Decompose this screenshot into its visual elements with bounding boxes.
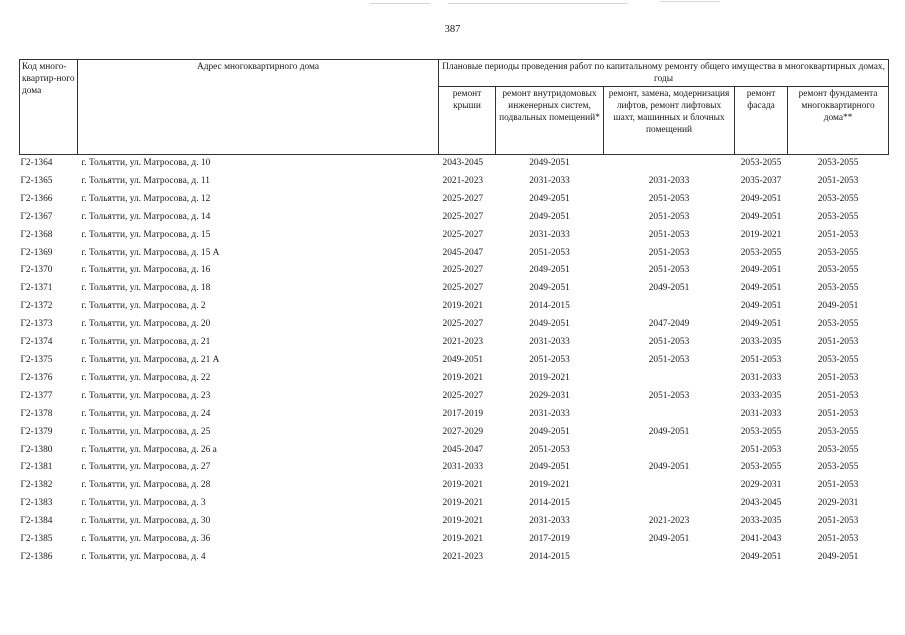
cell-roof: 2025-2027 — [442, 193, 484, 204]
cell-roof: 2025-2027 — [442, 211, 484, 222]
cell-elevators: 2021-2023 — [648, 516, 690, 527]
cell-code: Г2-1376 — [20, 372, 53, 383]
page-number: 387 — [444, 24, 461, 35]
cell-roof: 2017-2019 — [442, 408, 484, 419]
table-row — [20, 280, 889, 298]
table-row — [20, 424, 889, 442]
cell-code: Г2-1385 — [20, 534, 53, 545]
cell-address: г. Тольятти, ул. Матросова, д. 30 — [81, 516, 211, 527]
cell-foundation: 2053-2055 — [817, 193, 859, 204]
cell-foundation: 2053-2055 — [817, 354, 859, 365]
cell-roof: 2043-2045 — [442, 158, 484, 168]
cell-facade: 2053-2055 — [740, 462, 782, 473]
cell-code: Г2-1374 — [20, 337, 53, 348]
cell-code: Г2-1365 — [20, 175, 53, 186]
cell-code: Г2-1379 — [20, 426, 53, 437]
cell-elevators — [604, 495, 735, 513]
cell-address: г. Тольятти, ул. Матросова, д. 2 — [81, 301, 206, 312]
cell-foundation: 2051-2053 — [817, 337, 859, 348]
table-row — [20, 459, 889, 477]
cell-facade: 2049-2051 — [740, 301, 782, 312]
cell-systems: 2014-2015 — [529, 498, 570, 509]
cell-foundation: 2051-2053 — [817, 516, 859, 527]
table-row — [20, 513, 889, 531]
table-row — [20, 173, 889, 191]
cell-roof: 2025-2027 — [442, 265, 484, 276]
cell-facade: 2051-2053 — [740, 354, 782, 365]
cell-address: г. Тольятти, ул. Матросова, д. 25 — [81, 426, 211, 437]
cell-elevators: 2051-2053 — [648, 337, 690, 348]
cell-code: Г2-1369 — [20, 247, 53, 258]
cell-roof: 2045-2047 — [442, 444, 484, 455]
cell-facade: 2049-2051 — [740, 283, 782, 294]
cell-elevators: 2031-2033 — [648, 175, 690, 186]
cell-elevators — [604, 155, 735, 173]
cell-foundation: 2051-2053 — [817, 390, 859, 401]
cell-systems: 2031-2033 — [529, 175, 570, 186]
cell-address: г. Тольятти, ул. Матросова, д. 18 — [81, 283, 211, 294]
table-row — [20, 370, 889, 388]
cell-elevators: 2049-2051 — [648, 534, 690, 545]
cell-systems: 2031-2033 — [529, 337, 570, 348]
cell-code: Г2-1367 — [20, 211, 53, 222]
cell-facade: 2051-2053 — [740, 444, 782, 455]
cell-foundation: 2053-2055 — [817, 247, 859, 258]
cell-facade: 2033-2035 — [740, 337, 782, 348]
cell-foundation: 2053-2055 — [817, 426, 859, 437]
cell-roof: 2045-2047 — [442, 247, 484, 258]
table-body — [20, 155, 889, 567]
cell-roof: 2021-2023 — [442, 551, 484, 562]
cell-address: г. Тольятти, ул. Матросова, д. 4 — [81, 551, 206, 562]
cell-foundation: 2053-2055 — [817, 158, 859, 168]
cell-roof: 2027-2029 — [442, 426, 484, 437]
cell-address: г. Тольятти, ул. Матросова, д. 23 — [81, 390, 211, 401]
cell-elevators — [604, 442, 735, 460]
cell-code: Г2-1366 — [20, 193, 53, 204]
cell-code: Г2-1370 — [20, 265, 53, 276]
table-row — [20, 227, 889, 245]
cell-address: г. Тольятти, ул. Матросова, д. 24 — [81, 408, 211, 419]
cell-roof: 2021-2023 — [442, 337, 484, 348]
cell-foundation: 2029-2031 — [817, 498, 859, 509]
cell-systems: 2014-2015 — [529, 551, 570, 562]
cell-roof: 2019-2021 — [442, 516, 484, 527]
cell-roof: 2025-2027 — [442, 319, 484, 330]
cell-foundation: 2051-2053 — [817, 408, 859, 419]
cell-systems: 2051-2053 — [529, 247, 570, 258]
table-row — [20, 155, 889, 173]
cell-elevators: 2051-2053 — [648, 211, 690, 222]
table-row — [20, 477, 889, 495]
cell-roof: 2019-2021 — [442, 301, 484, 312]
cell-foundation: 2051-2053 — [817, 229, 859, 240]
cell-address: г. Тольятти, ул. Матросова, д. 15 А — [81, 247, 220, 258]
cell-elevators: 2051-2053 — [648, 193, 690, 204]
cell-elevators: 2049-2051 — [648, 462, 690, 473]
cell-foundation: 2049-2051 — [817, 551, 859, 562]
cell-code: Г2-1380 — [20, 444, 53, 455]
header-foundation: ремонт фундамента многоквартирного дома** — [788, 87, 889, 155]
cell-address: г. Тольятти, ул. Матросова, д. 12 — [81, 193, 211, 204]
cell-facade: 2049-2051 — [740, 265, 782, 276]
header-elevators: ремонт, замена, модернизация лифтов, ремонт лифтовых шахт, машинных и блочных помещений — [604, 87, 735, 155]
cell-code: Г2-1375 — [20, 354, 53, 365]
cell-elevators: 2051-2053 — [648, 265, 690, 276]
cell-facade: 2053-2055 — [740, 247, 782, 258]
table-row — [20, 298, 889, 316]
cell-systems: 2019-2021 — [529, 480, 570, 491]
cell-address: г. Тольятти, ул. Матросова, д. 20 — [81, 319, 211, 330]
cell-code: Г2-1386 — [20, 551, 53, 562]
cell-code: Г2-1381 — [20, 462, 53, 473]
cell-foundation: 2053-2055 — [817, 462, 859, 473]
cell-code: Г2-1382 — [20, 480, 53, 491]
cell-foundation: 2051-2053 — [817, 372, 859, 383]
cell-code: Г2-1378 — [20, 408, 53, 419]
cell-systems: 2051-2053 — [529, 444, 570, 455]
cell-roof: 2025-2027 — [442, 283, 484, 294]
cell-systems: 2017-2019 — [529, 534, 570, 545]
cell-facade: 2049-2051 — [740, 211, 782, 222]
cell-roof: 2021-2023 — [442, 175, 484, 186]
cell-code: Г2-1371 — [20, 283, 53, 294]
cell-systems: 2031-2033 — [529, 408, 570, 419]
table-header — [20, 60, 889, 155]
cell-roof: 2025-2027 — [442, 229, 484, 240]
header-roof: ремонт крыши — [439, 87, 496, 155]
cell-roof: 2019-2021 — [442, 498, 484, 509]
scan-mark — [660, 1, 720, 2]
cell-code: Г2-1383 — [20, 498, 53, 509]
cell-address: г. Тольятти, ул. Матросова, д. 21 — [81, 337, 211, 348]
table-row — [20, 245, 889, 263]
cell-systems: 2019-2021 — [529, 372, 570, 383]
table-row — [20, 209, 889, 227]
cell-address: г. Тольятти, ул. Матросова, д. 11 — [81, 175, 210, 186]
table-row — [20, 352, 889, 370]
cell-code: Г2-1372 — [20, 301, 53, 312]
cell-systems: 2049-2051 — [529, 319, 570, 330]
table-row — [20, 406, 889, 424]
table-row — [20, 531, 889, 549]
cell-elevators: 2051-2053 — [648, 247, 690, 258]
cell-systems: 2049-2051 — [529, 283, 570, 294]
table-row — [20, 495, 889, 513]
header-systems: ремонт внутридомовых инженерных систем, подвальных помещений* — [496, 87, 604, 155]
cell-code: Г2-1364 — [20, 158, 53, 168]
cell-foundation: 2049-2051 — [817, 301, 859, 312]
table-row — [20, 388, 889, 406]
cell-facade: 2053-2055 — [740, 426, 782, 437]
cell-facade: 2033-2035 — [740, 390, 782, 401]
scan-mark — [370, 3, 430, 4]
cell-facade: 2049-2051 — [740, 551, 782, 562]
cell-facade: 2049-2051 — [740, 193, 782, 204]
table-row — [20, 442, 889, 460]
cell-address: г. Тольятти, ул. Матросова, д. 14 — [81, 211, 211, 222]
cell-foundation: 2053-2055 — [817, 265, 859, 276]
cell-systems: 2014-2015 — [529, 301, 570, 312]
cell-facade: 2031-2033 — [740, 372, 782, 383]
cell-address: г. Тольятти, ул. Матросова, д. 26 а — [81, 444, 217, 455]
cell-facade: 2041-2043 — [740, 534, 782, 545]
cell-foundation: 2051-2053 — [817, 534, 859, 545]
cell-roof: 2019-2021 — [442, 534, 484, 545]
cell-address: г. Тольятти, ул. Матросова, д. 22 — [81, 372, 211, 383]
cell-systems: 2049-2051 — [529, 462, 570, 473]
cell-systems: 2049-2051 — [529, 265, 570, 276]
cell-address: г. Тольятти, ул. Матросова, д. 36 — [81, 534, 211, 545]
cell-facade: 2019-2021 — [740, 229, 782, 240]
cell-address: г. Тольятти, ул. Матросова, д. 16 — [81, 265, 211, 276]
cell-roof: 2025-2027 — [442, 390, 484, 401]
scan-mark — [448, 3, 628, 4]
cell-facade: 2035-2037 — [740, 175, 782, 186]
cell-systems: 2031-2033 — [529, 516, 570, 527]
cell-elevators — [604, 549, 735, 567]
cell-roof: 2049-2051 — [442, 354, 484, 365]
cell-address: г. Тольятти, ул. Матросова, д. 10 — [81, 158, 211, 168]
cell-facade: 2053-2055 — [740, 158, 782, 168]
cell-foundation: 2053-2055 — [817, 283, 859, 294]
cell-code: Г2-1368 — [20, 229, 53, 240]
cell-foundation: 2051-2053 — [817, 175, 859, 186]
table-row — [20, 191, 889, 209]
cell-code: Г2-1373 — [20, 319, 53, 330]
cell-facade: 2043-2045 — [740, 498, 782, 509]
cell-systems: 2049-2051 — [529, 193, 570, 204]
cell-systems: 2029-2031 — [529, 390, 570, 401]
header-facade: ремонт фасада — [735, 87, 788, 155]
cell-roof: 2019-2021 — [442, 480, 484, 491]
cell-roof: 2019-2021 — [442, 372, 484, 383]
cell-elevators — [604, 406, 735, 424]
cell-address: г. Тольятти, ул. Матросова, д. 21 А — [81, 354, 220, 365]
cell-facade: 2033-2035 — [740, 516, 782, 527]
cell-elevators: 2049-2051 — [648, 283, 690, 294]
cell-address: г. Тольятти, ул. Матросова, д. 3 — [81, 498, 206, 509]
cell-code: Г2-1384 — [20, 516, 53, 527]
cell-elevators — [604, 298, 735, 316]
cell-elevators: 2049-2051 — [648, 426, 690, 437]
header-address: Адрес многоквартирного дома — [78, 60, 439, 155]
header-periods: Плановые периоды проведения работ по капитальному ремонту общего имущества в многоквартирных домах, годы — [439, 60, 889, 87]
cell-elevators — [604, 477, 735, 495]
cell-foundation: 2051-2053 — [817, 480, 859, 491]
cell-elevators: 2051-2053 — [648, 354, 690, 365]
cell-address: г. Тольятти, ул. Матросова, д. 27 — [81, 462, 211, 473]
cell-facade: 2031-2033 — [740, 408, 782, 419]
cell-systems: 2049-2051 — [529, 158, 570, 168]
table-row — [20, 549, 889, 567]
cell-address: г. Тольятти, ул. Матросова, д. 15 — [81, 229, 211, 240]
cell-facade: 2049-2051 — [740, 319, 782, 330]
table-row — [20, 316, 889, 334]
cell-foundation: 2053-2055 — [817, 319, 859, 330]
header-code: Код много-квартир-ного дома — [20, 60, 78, 155]
cell-systems: 2031-2033 — [529, 229, 570, 240]
cell-elevators: 2051-2053 — [648, 229, 690, 240]
cell-facade: 2029-2031 — [740, 480, 782, 491]
cell-systems: 2051-2053 — [529, 354, 570, 365]
cell-foundation: 2053-2055 — [817, 444, 859, 455]
cell-elevators — [604, 370, 735, 388]
cell-elevators: 2051-2053 — [648, 390, 690, 401]
cell-foundation: 2053-2055 — [817, 211, 859, 222]
table-row — [20, 334, 889, 352]
capital-repair-table — [19, 59, 889, 567]
cell-systems: 2049-2051 — [529, 211, 570, 222]
cell-systems: 2049-2051 — [529, 426, 570, 437]
cell-elevators: 2047-2049 — [648, 319, 690, 330]
cell-roof: 2031-2033 — [442, 462, 484, 473]
cell-code: Г2-1377 — [20, 390, 53, 401]
table-row — [20, 262, 889, 280]
cell-address: г. Тольятти, ул. Матросова, д. 28 — [81, 480, 211, 491]
